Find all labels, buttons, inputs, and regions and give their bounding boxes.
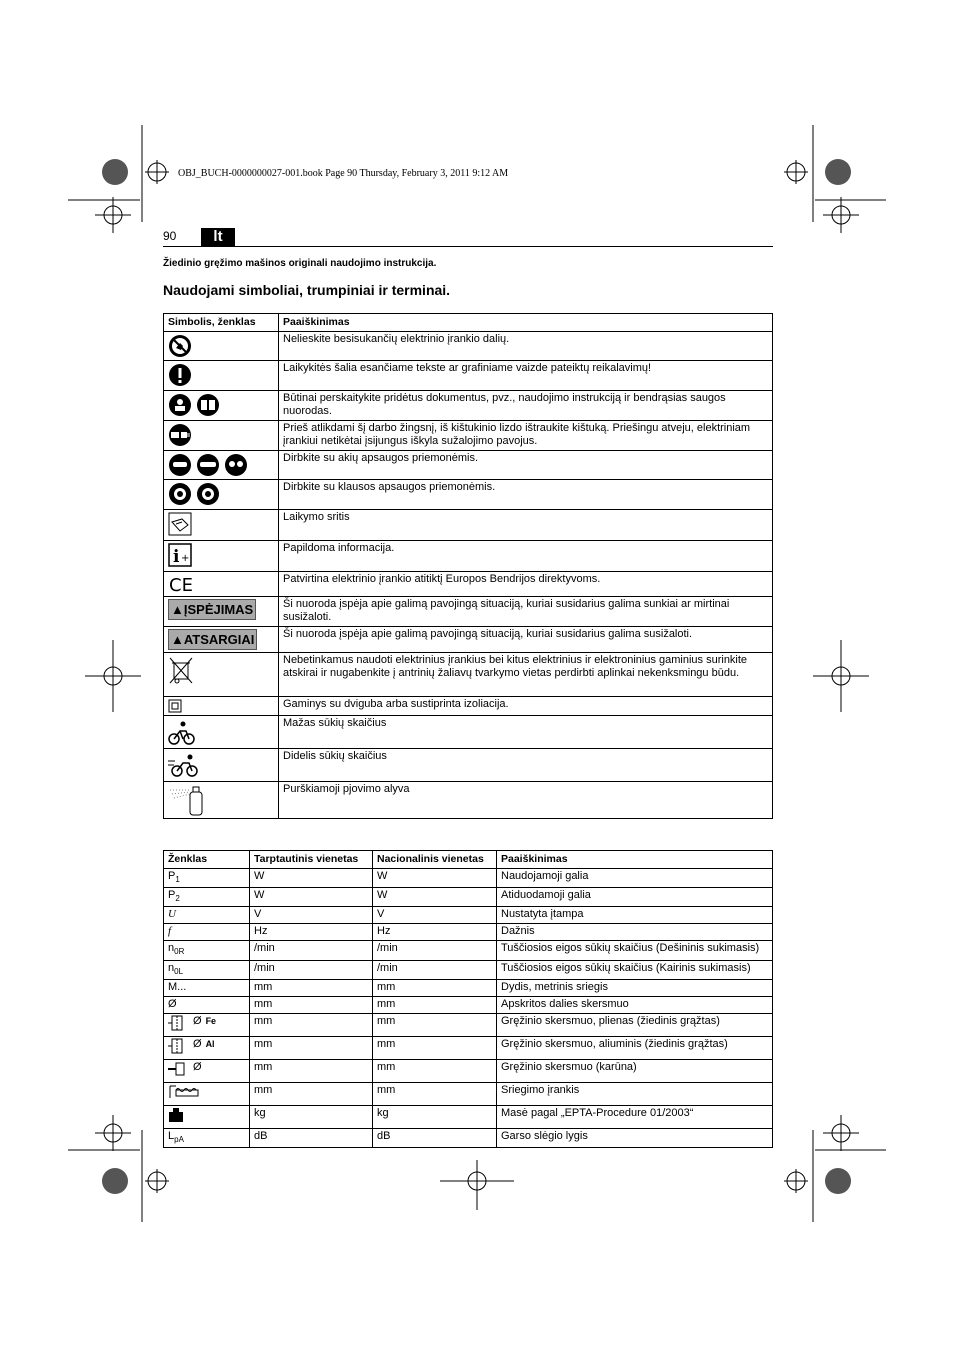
table-row	[164, 782, 773, 819]
sign-subscript: 1	[175, 875, 180, 885]
table-row	[164, 697, 773, 716]
sign-cell	[164, 941, 250, 960]
table-row	[164, 907, 773, 924]
nat-unit-cell: dB	[373, 1128, 497, 1147]
explanation: Dirbkite su klausos apsaugos priemonėmis.	[279, 480, 773, 510]
caution-label: ▲ATSARGIAI	[168, 629, 257, 650]
explanation: Laikykitės šalia esančiame tekste ar grafiniame vaizde pateiktų reikalavimų!	[279, 361, 773, 391]
sign-subscript: 2	[175, 894, 180, 904]
sign-subscript: 0L	[174, 966, 184, 976]
table-row	[164, 924, 773, 941]
spray-oil-icon	[168, 784, 208, 816]
svg-text:CE: CE	[169, 575, 193, 594]
explanation-cell: Atiduodamoji galia	[497, 888, 773, 907]
sign-symbol: Ø	[193, 1037, 202, 1050]
caution-triangle-icon: ▲	[171, 632, 184, 647]
explanation-cell: Naudojamoji galia	[497, 869, 773, 888]
nat-unit-cell: mm	[373, 979, 497, 996]
grip-area-icon	[168, 512, 192, 536]
explanation-cell: Gręžinio skersmuo (karūna)	[497, 1059, 773, 1082]
table-row	[164, 716, 773, 749]
sign-subscript: pA	[174, 1134, 184, 1144]
sign-cell	[164, 1036, 250, 1059]
explanation: Nebetinkamus naudoti elektrinius įrankius bei kitus elektrinius ir elektroninius gaminius surinkite atskirai ir nugabenkite į antrinių žaliavų tvarkymo vietas perdirbti aplinkai nekenksmingu būdu.	[279, 653, 773, 697]
explanation: Nelieskite besisukančių elektrinio įrankio dalių.	[279, 332, 773, 361]
explanation-cell: Gręžinio skersmuo, aliuminis (žiedinis grąžtas)	[497, 1036, 773, 1059]
intl-unit-cell: mm	[250, 1059, 373, 1082]
table-row	[164, 749, 773, 782]
symbols-table	[163, 313, 773, 819]
table-row	[164, 480, 773, 510]
table-row	[164, 1082, 773, 1105]
read-manual-icon	[168, 393, 220, 417]
intl-unit-cell: /min	[250, 960, 373, 979]
language-badge: lt	[201, 228, 235, 246]
explanation: Patvirtina elektrinio įrankio atitiktį Europos Bendrijos direktyvoms.	[279, 572, 773, 597]
explanation: Laikymo sritis	[279, 510, 773, 541]
sign-cell	[164, 907, 250, 924]
col-header-nat-unit: Nacionalinis vienetas	[373, 851, 497, 869]
low-speed-icon	[168, 718, 196, 746]
sign-subscript: 0R	[174, 947, 185, 957]
info-icon	[168, 543, 192, 567]
intl-unit-cell: W	[250, 888, 373, 907]
table-row	[164, 391, 773, 421]
table-row	[164, 941, 773, 960]
intl-unit-cell: mm	[250, 1036, 373, 1059]
explanation-cell: Dydis, metrinis sriegis	[497, 979, 773, 996]
intl-unit-cell: kg	[250, 1105, 373, 1128]
sign-symbol: n	[168, 961, 175, 974]
intl-unit-cell: dB	[250, 1128, 373, 1147]
explanation-cell: Nustatyta įtampa	[497, 907, 773, 924]
sign-cell	[164, 869, 250, 888]
explanation-cell: Tuščiosios eigos sūkių skaičius (Kairinis sukimasis)	[497, 960, 773, 979]
sign-cell	[164, 888, 250, 907]
nat-unit-cell: /min	[373, 960, 497, 979]
core-drill-aluminium-icon	[168, 1038, 190, 1058]
table-row	[164, 421, 773, 451]
intl-unit-cell: W	[250, 869, 373, 888]
page-number: 90	[163, 229, 177, 243]
table-row	[164, 361, 773, 391]
sign-symbol: M...	[168, 980, 187, 993]
explanation: Mažas sūkių skaičius	[279, 716, 773, 749]
table-row	[164, 1105, 773, 1128]
table-row	[164, 510, 773, 541]
sign-symbol: P	[168, 870, 176, 882]
table-row	[164, 597, 773, 627]
core-drill-steel-icon	[168, 1015, 190, 1035]
nat-unit-cell: V	[373, 907, 497, 924]
explanation: Ši nuoroda įspėja apie galimą pavojingą situaciją, kuriai susidarius galima susižaloti.	[279, 627, 773, 653]
book-line: OBJ_BUCH-0000000027-001.book Page 90 Thursday, February 3, 2011 9:12 AM	[178, 168, 509, 179]
svg-text:+: +	[181, 553, 190, 564]
table-row	[164, 996, 773, 1013]
intl-unit-cell: mm	[250, 996, 373, 1013]
table-row	[164, 1013, 773, 1036]
warning-label: ▲ĮSPĖJIMAS	[168, 599, 256, 620]
table-row	[164, 1128, 773, 1147]
col-header-symbol: Simbolis, ženklas	[164, 314, 279, 332]
unplug-icon	[168, 423, 192, 447]
nat-unit-cell: W	[373, 869, 497, 888]
twist-drill-icon	[168, 1061, 190, 1081]
units-body	[164, 869, 773, 1148]
table-row	[164, 1059, 773, 1082]
explanation-cell: Gręžinio skersmuo, plienas (žiedinis grąžtas)	[497, 1013, 773, 1036]
sign-cell	[164, 1105, 250, 1128]
sign-symbol: Ø	[168, 997, 177, 1010]
svg-text:i: i	[173, 547, 180, 567]
eye-protection-icon	[168, 453, 248, 477]
col-header-explanation: Paaiškinimas	[497, 851, 773, 869]
tap-tool-icon	[168, 1084, 202, 1104]
sign-symbol: Ø	[193, 1060, 202, 1073]
explanation-cell: Dažnis	[497, 924, 773, 941]
explanation: Didelis sūkių skaičius	[279, 749, 773, 782]
sign-material: Fe	[205, 1015, 217, 1026]
intl-unit-cell: mm	[250, 1013, 373, 1036]
ear-protection-icon	[168, 482, 220, 506]
nat-unit-cell: mm	[373, 996, 497, 1013]
explanation: Ši nuoroda įspėja apie galimą pavojingą situaciją, kuriai susidarius galima sunkiai ar mirtinai susižaloti.	[279, 597, 773, 627]
intl-unit-cell: Hz	[250, 924, 373, 941]
table-row	[164, 888, 773, 907]
sign-symbol: U	[168, 908, 176, 921]
no-touch-icon	[168, 334, 192, 358]
table-row	[164, 541, 773, 572]
explanation-cell: Garso slėgio lygis	[497, 1128, 773, 1147]
table-row	[164, 1036, 773, 1059]
sign-symbol: P	[168, 889, 176, 902]
double-insulation-icon	[168, 699, 182, 713]
sign-cell	[164, 1082, 250, 1105]
warning-triangle-icon: ▲	[171, 602, 184, 617]
explanation: Būtinai perskaitykite pridėtus dokumentus, pvz., naudojimo instrukciją ir bendrąsias saugos nuorodas.	[279, 391, 773, 421]
weee-bin-icon	[168, 655, 194, 685]
intl-unit-cell: mm	[250, 979, 373, 996]
sign-symbol: L	[168, 1129, 175, 1142]
explanation: Gaminys su dviguba arba sustiprinta izoliacija.	[279, 697, 773, 716]
intl-unit-cell: V	[250, 907, 373, 924]
table-row	[164, 653, 773, 697]
table-row	[164, 869, 773, 888]
table-row	[164, 572, 773, 597]
sign-symbol: f	[168, 925, 172, 938]
explanation: Dirbkite su akių apsaugos priemonėmis.	[279, 451, 773, 480]
section-title: Naudojami simboliai, trumpiniai ir terminai.	[163, 282, 451, 298]
nat-unit-cell: /min	[373, 941, 497, 960]
nat-unit-cell: mm	[373, 1013, 497, 1036]
col-header-sign: Ženklas	[164, 851, 250, 869]
high-speed-icon	[168, 751, 200, 779]
sign-cell	[164, 1128, 250, 1147]
units-header-row	[164, 851, 773, 869]
table-row	[164, 960, 773, 979]
units-table	[163, 850, 773, 1148]
table-row	[164, 627, 773, 653]
sign-cell	[164, 1059, 250, 1082]
sign-cell	[164, 924, 250, 941]
nat-unit-cell: Hz	[373, 924, 497, 941]
ce-mark-icon	[168, 574, 198, 594]
col-header-intl-unit: Tarptautinis vienetas	[250, 851, 373, 869]
nat-unit-cell: W	[373, 888, 497, 907]
nat-unit-cell: kg	[373, 1105, 497, 1128]
sign-symbol: n	[168, 942, 175, 955]
explanation: Papildoma informacija.	[279, 541, 773, 572]
explanation-cell: Apskritos dalies skersmuo	[497, 996, 773, 1013]
intl-unit-cell: /min	[250, 941, 373, 960]
document-subtitle: Žiedinio gręžimo mašinos originali naudojimo instrukcija.	[163, 258, 437, 269]
explanation: Prieš atlikdami šį darbo žingsnį, iš kištukinio lizdo ištraukite kištuką. Priešingu atveju, elektriniam įrankiui netikėtai įsijungus iškyla sužalojimo pavojus.	[279, 421, 773, 451]
nat-unit-cell: mm	[373, 1059, 497, 1082]
intl-unit-cell: mm	[250, 1082, 373, 1105]
symbols-header-row	[164, 314, 773, 332]
sign-cell	[164, 979, 250, 996]
explanation-cell: Sriegimo įrankis	[497, 1082, 773, 1105]
nat-unit-cell: mm	[373, 1036, 497, 1059]
weight-icon	[168, 1107, 184, 1127]
table-row	[164, 451, 773, 480]
sign-material: Al	[205, 1038, 215, 1049]
table-row	[164, 979, 773, 996]
table-row	[164, 332, 773, 361]
sign-cell	[164, 1013, 250, 1036]
col-header-explanation: Paaiškinimas	[279, 314, 773, 332]
sign-cell	[164, 960, 250, 979]
explanation-cell: Masė pagal „EPTA-Procedure 01/2003“	[497, 1105, 773, 1128]
nat-unit-cell: mm	[373, 1082, 497, 1105]
explanation-cell: Tuščiosios eigos sūkių skaičius (Dešininis sukimasis)	[497, 941, 773, 960]
sign-symbol: Ø	[193, 1014, 202, 1027]
exclamation-icon	[168, 363, 192, 387]
header-rule	[163, 246, 773, 247]
sign-cell	[164, 996, 250, 1013]
explanation: Purškiamoji pjovimo alyva	[279, 782, 773, 819]
